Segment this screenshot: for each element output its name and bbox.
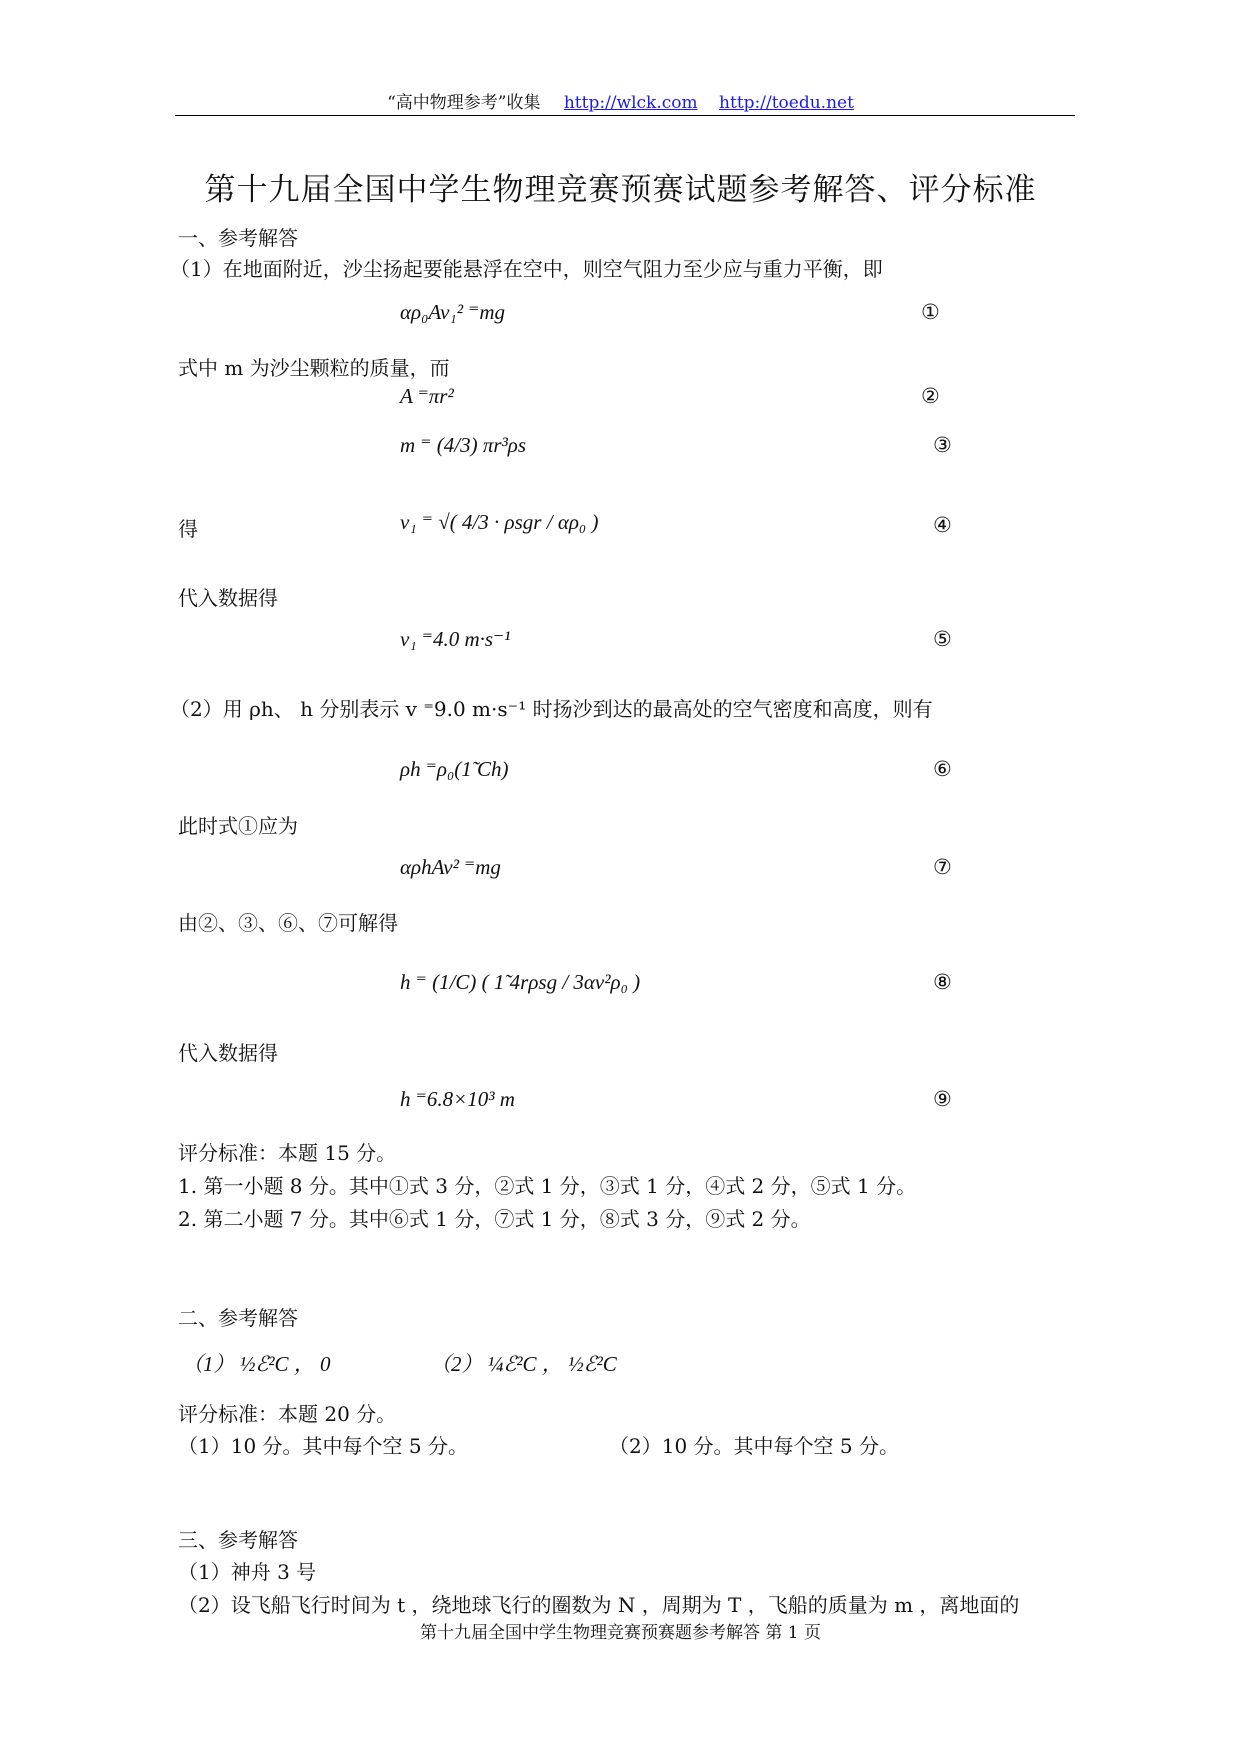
equation-9-number: ⑨ bbox=[933, 1087, 952, 1111]
equation-4: v₁ ⁼ √( 4/3 · ρsgr / αρ₀ ) bbox=[400, 510, 599, 534]
section1-para5: 此时式①应为 bbox=[178, 814, 298, 838]
section1-score-1: 1. 第一小题 8 分。其中①式 3 分，②式 1 分，③式 1 分，④式 2 分，⑤式 1 分。 bbox=[178, 1174, 917, 1198]
equation-8: h ⁼ (1/C) ( 1̃ 4rρsg / 3αv²ρ₀ ) bbox=[400, 970, 641, 994]
section2-score-2: （2）10 分。其中每个空 5 分。 bbox=[609, 1434, 899, 1458]
header-rule bbox=[175, 115, 1075, 116]
section2-score-title: 评分标准：本题 20 分。 bbox=[178, 1402, 397, 1426]
equation-2-number: ② bbox=[921, 384, 940, 408]
equation-5: v₁ ⁼4.0 m·s⁻¹ bbox=[400, 627, 511, 651]
section2-answer-2: （2） ¼ℰ²C ， ½ℰ²C bbox=[430, 1352, 617, 1376]
section1-para4: （2）用 ρh、 h 分别表示 v ⁼9.0 m·s⁻¹ 时扬沙到达的最高处的空气密度和高度，则有 bbox=[170, 697, 933, 721]
equation-3: m ⁼ (4/3) πr³ρs bbox=[400, 433, 527, 457]
section1-para7: 代入数据得 bbox=[178, 1041, 278, 1065]
section1-score-title: 评分标准：本题 15 分。 bbox=[178, 1141, 397, 1165]
equation-7-number: ⑦ bbox=[933, 855, 952, 879]
section2-answer-1: （1） ½ℰ²C ， 0 bbox=[182, 1352, 331, 1376]
equation-2: A ⁼πr² bbox=[400, 384, 454, 408]
section2-heading: 二、参考解答 bbox=[178, 1306, 298, 1330]
equation-6-number: ⑥ bbox=[933, 757, 952, 781]
section1-para2: 式中 m 为沙尘颗粒的质量，而 bbox=[178, 356, 450, 380]
equation-8-number: ⑧ bbox=[933, 970, 952, 994]
section3-heading: 三、参考解答 bbox=[178, 1528, 298, 1552]
header-collect: “高中物理参考”收集 bbox=[387, 93, 541, 113]
page-footer: 第十九届全国中学生物理竞赛预赛题参考解答 第 1 页 bbox=[419, 1623, 822, 1643]
section1-score-2: 2. 第二小题 7 分。其中⑥式 1 分，⑦式 1 分，⑧式 3 分，⑨式 2 分。 bbox=[178, 1207, 811, 1231]
equation-7: αρhAv² ⁼mg bbox=[400, 855, 501, 879]
equation-1: αρ₀Av₁² ⁼mg bbox=[400, 300, 505, 324]
page-title: 第十九届全国中学生物理竞赛预赛试题参考解答、评分标准 bbox=[204, 172, 1037, 208]
section3-para2: （2）设飞船飞行时间为 t ，绕地球飞行的圈数为 N ，周期为 T ，飞船的质量为 m ，离地面的 bbox=[178, 1593, 1020, 1617]
section1-para6: 由②、③、⑥、⑦可解得 bbox=[178, 911, 398, 935]
section1-de: 得 bbox=[178, 517, 198, 541]
equation-3-number: ③ bbox=[933, 433, 952, 457]
section1-para3: 代入数据得 bbox=[178, 586, 278, 610]
equation-6: ρh ⁼ρ₀(1̃ Ch) bbox=[400, 757, 509, 781]
page-header bbox=[0, 88, 1241, 113]
equation-4-number: ④ bbox=[933, 513, 952, 537]
equation-9: h ⁼6.8×10³ m bbox=[400, 1087, 515, 1111]
section1-para1: （1）在地面附近，沙尘扬起要能悬浮在空中，则空气阻力至少应与重力平衡，即 bbox=[170, 257, 883, 281]
equation-5-number: ⑤ bbox=[933, 627, 952, 651]
header-link-toedu[interactable]: http://toedu.net bbox=[719, 93, 854, 113]
section2-score-1: （1）10 分。其中每个空 5 分。 bbox=[178, 1434, 468, 1458]
section1-heading: 一、参考解答 bbox=[178, 226, 298, 250]
equation-1-number: ① bbox=[921, 300, 940, 324]
header-link-wlck[interactable]: http://wlck.com bbox=[563, 93, 698, 113]
section3-para1: （1）神舟 3 号 bbox=[178, 1560, 317, 1584]
